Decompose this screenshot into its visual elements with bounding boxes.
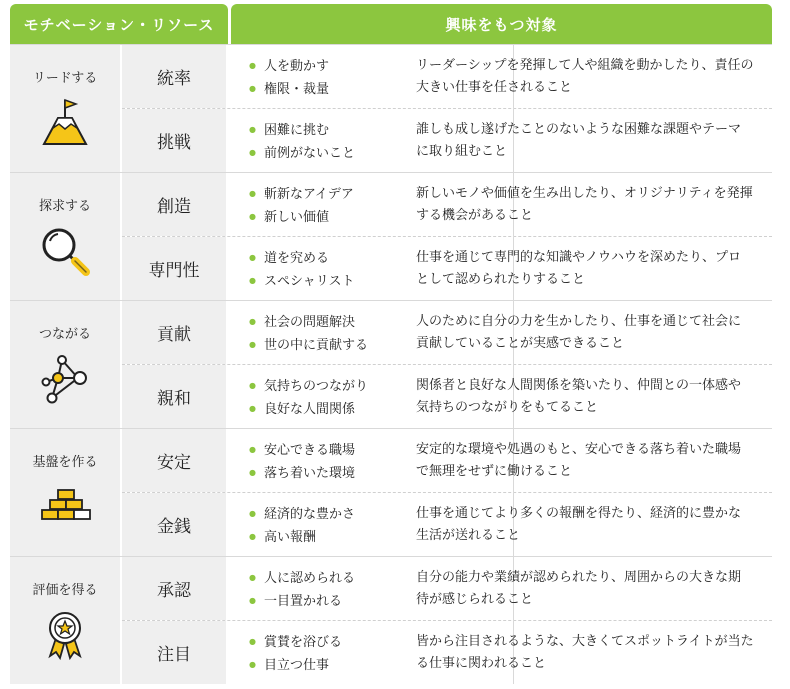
desc-line: 気持ちのつながりをもてること — [416, 400, 599, 415]
bullet-item: ● 経済的な豊かさ — [249, 503, 355, 526]
bullet-item: ● 世の中に貢献する — [249, 334, 368, 357]
description — [416, 439, 756, 483]
sub-name: 挑戦 — [122, 109, 226, 172]
desc-line: 皆から注目されるような、大きくてスポットライトが当た — [416, 634, 754, 649]
bullet-item: ● 高い報酬 — [249, 526, 355, 549]
bullet-item: ● スペシャリスト — [249, 270, 354, 293]
bullet-item: ● 人を動かす — [249, 55, 329, 78]
gold-bars-icon — [38, 480, 92, 534]
medal-icon — [38, 608, 92, 662]
bullet-list — [249, 55, 329, 101]
bullet-item: ● 困難に挑む — [249, 119, 355, 142]
category-label: 評価を得る — [32, 583, 98, 598]
network-icon — [38, 352, 92, 406]
sub-row — [122, 557, 772, 620]
bullet-list — [249, 183, 354, 229]
bullet-item: ● 安心できる職場 — [249, 439, 355, 462]
bullet-item: ● 社会の問題解決 — [249, 311, 368, 334]
desc-line: に取り組むこと — [416, 144, 508, 159]
description — [416, 311, 756, 355]
desc-line: 自分の能力や業績が認められたり、周囲からの大きな期 — [416, 570, 742, 585]
sub-name: 注目 — [122, 621, 226, 684]
group-explore — [10, 172, 772, 300]
bullet-item: ● 新しい価値 — [249, 206, 354, 229]
sub-row — [122, 45, 772, 108]
sub-row — [122, 237, 772, 300]
group-lead — [10, 44, 772, 172]
desc-line: る仕事に関われること — [416, 656, 547, 671]
desc-line: 待が感じられること — [416, 592, 534, 607]
desc-line: で無理をせずに働けること — [416, 464, 573, 479]
desc-line: 新しいモノや価値を生み出したり、オリジナリティを発揮 — [416, 186, 753, 201]
category-cell — [10, 557, 120, 684]
bullet-item: ● 斬新なアイデア — [249, 183, 354, 206]
desc-line: する機会があること — [416, 208, 534, 223]
desc-line: 安定的な環境や処遇のもと、安心できる落ち着いた職場 — [416, 442, 742, 457]
description — [416, 55, 756, 99]
description — [416, 503, 756, 547]
group-connect — [10, 300, 772, 428]
bullet-list — [249, 567, 355, 613]
bullet-list — [249, 503, 355, 549]
category-label: つながる — [38, 327, 91, 342]
table-header — [10, 4, 772, 44]
desc-line: 関係者と良好な人間関係を築いたり、仲間との一体感や — [416, 378, 742, 393]
bullet-list — [249, 631, 342, 677]
bullet-list — [249, 375, 368, 421]
desc-line: 人のために自分の力を生かしたり、仕事を通じて社会に — [416, 314, 742, 329]
sub-row — [122, 621, 772, 684]
desc-line: 貢献していることが実感できること — [416, 336, 625, 351]
sub-name: 貢献 — [122, 301, 226, 364]
bullet-item: ● 良好な人間関係 — [249, 398, 368, 421]
desc-line: 仕事を通じてより多くの報酬を得たり、経済的に豊かな — [416, 506, 742, 521]
description — [416, 567, 756, 611]
description — [416, 119, 756, 163]
bullet-item: ● 道を究める — [249, 247, 354, 270]
sub-name: 安定 — [122, 429, 226, 492]
bullet-item: ● 気持ちのつながり — [249, 375, 368, 398]
sub-name: 承認 — [122, 557, 226, 620]
category-label: 探求する — [38, 199, 91, 214]
header-resource: モチベーション・リソース — [10, 4, 228, 44]
category-cell — [10, 429, 120, 556]
category-cell — [10, 301, 120, 428]
bullet-item: ● 権限・裁量 — [249, 78, 329, 101]
bullet-list — [249, 119, 355, 165]
sub-row — [122, 301, 772, 364]
desc-line: として認められたりすること — [416, 272, 586, 287]
header-interest: 興味をもつ対象 — [231, 4, 772, 44]
description — [416, 247, 756, 291]
bullet-list — [249, 311, 368, 357]
sub-row — [122, 493, 772, 556]
group-foundation — [10, 428, 772, 556]
category-cell — [10, 45, 120, 172]
bullet-list — [249, 247, 354, 293]
desc-line: 大きい仕事を任されること — [416, 80, 573, 95]
flag-mountain-icon — [38, 96, 92, 150]
bullet-item: ● 目立つ仕事 — [249, 654, 342, 677]
bullet-item: ● 一目置かれる — [249, 590, 355, 613]
category-label: 基盤を作る — [32, 455, 98, 470]
sub-row — [122, 109, 772, 172]
description — [416, 183, 756, 227]
sub-row — [122, 173, 772, 236]
desc-line: 生活が送れること — [416, 528, 521, 543]
desc-line: 仕事を通じて専門的な知識やノウハウを深めたり、プロ — [416, 250, 742, 265]
bullet-item: ● 前例がないこと — [249, 142, 355, 165]
description — [416, 631, 756, 675]
bullet-item: ● 人に認められる — [249, 567, 355, 590]
category-label: リードする — [32, 71, 98, 86]
sub-name: 専門性 — [122, 237, 226, 300]
bullet-item: ● 落ち着いた環境 — [249, 462, 355, 485]
bullet-item: ● 賞賛を浴びる — [249, 631, 342, 654]
description — [416, 375, 756, 419]
category-cell — [10, 173, 120, 300]
motivation-table — [10, 4, 772, 684]
sub-name: 金銭 — [122, 493, 226, 556]
sub-row — [122, 365, 772, 428]
desc-line: リーダーシップを発揮して人や組織を動かしたり、責任の — [416, 58, 754, 73]
group-recognition — [10, 556, 772, 684]
sub-name: 統率 — [122, 45, 226, 108]
sub-row — [122, 429, 772, 492]
bullet-list — [249, 439, 355, 485]
sub-name: 親和 — [122, 365, 226, 428]
desc-line: 誰しも成し遂げたことのないような困難な課題やテーマ — [416, 122, 742, 137]
sub-name: 創造 — [122, 173, 226, 236]
magnifier-icon — [38, 224, 92, 278]
